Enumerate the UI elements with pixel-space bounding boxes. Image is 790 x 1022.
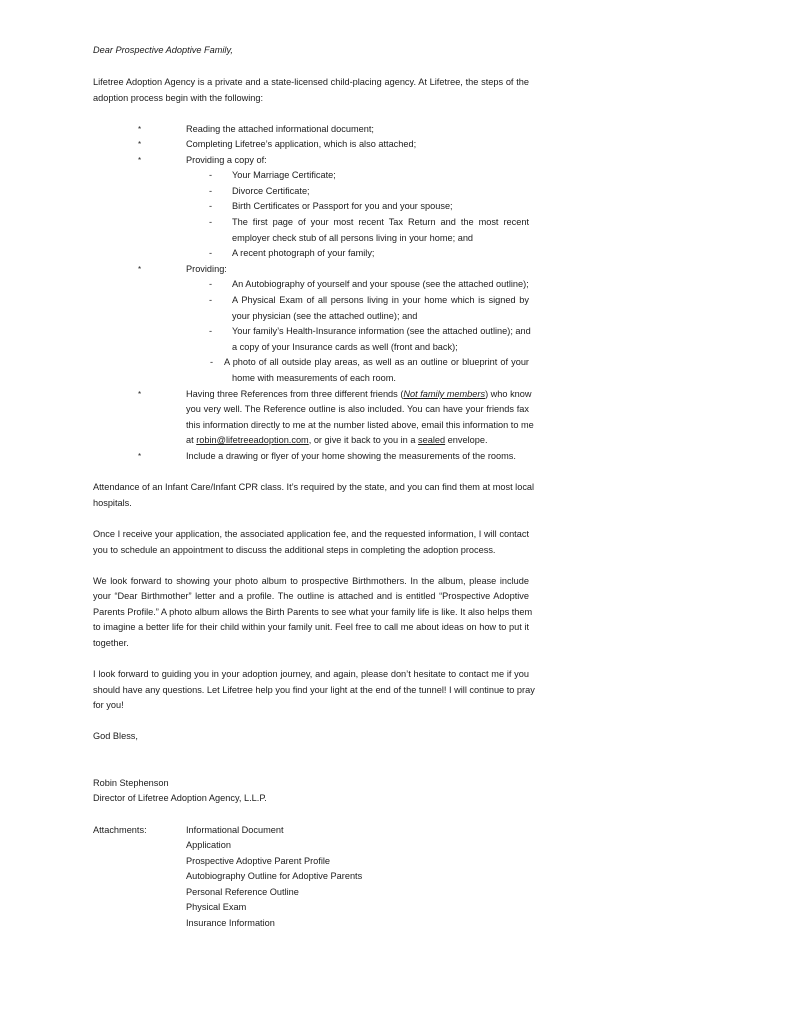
application-line-2: you to schedule an appointment to discuss the additional steps in completing the adoption process. <box>93 545 496 555</box>
closing-line-1: I look forward to guiding you in your adoption journey, and again, please don’t hesitate to contact me if you <box>93 669 529 679</box>
sub-item-continued: employer check stub of all persons living in your home; and <box>232 233 474 243</box>
closing-line-3: for you! <box>93 700 124 710</box>
application-line-1: Once I receive your application, the associated application fee, and the requested information, I will contact <box>93 529 529 539</box>
references-line-2: you very well. The Reference outline is also included. You can have your friends fax <box>186 404 529 414</box>
attachments-label: Attachments: <box>93 825 147 835</box>
sub-item: Your Marriage Certificate; <box>232 170 336 180</box>
attachment-item: Autobiography Outline for Adoptive Parents <box>186 871 363 881</box>
intro-line-1: Lifetree Adoption Agency is a private and a state-licensed child-placing agency. At Lifetree, the steps of the <box>93 77 529 87</box>
attachment-item: Physical Exam <box>186 902 247 912</box>
references-line-4 <box>186 435 488 445</box>
signoff: God Bless, <box>93 731 138 741</box>
album-line-2: your “Dear Birthmother” letter and a profile. The outline is attached and is entitled “Prospective Adoptive <box>93 591 529 601</box>
attachment-item: Insurance Information <box>186 918 275 928</box>
not-family-emphasis: Not family members <box>403 389 486 399</box>
sub-item: A recent photograph of your family; <box>232 248 375 258</box>
dash-marker: - <box>209 186 213 196</box>
attachment-item: Personal Reference Outline <box>186 887 299 897</box>
sub-item: Divorce Certificate; <box>232 186 310 196</box>
album-line-5: together. <box>93 638 129 648</box>
cpr-line-2: hospitals. <box>93 498 132 508</box>
sealed-emphasis: sealed <box>418 435 446 445</box>
text-fragment: ) who know <box>485 389 532 399</box>
step-item: Completing Lifetree’s application, which is also attached; <box>186 139 417 149</box>
text-fragment: envelope. <box>445 435 488 445</box>
signature-title: Director of Lifetree Adoption Agency, L.L.P. <box>93 793 267 803</box>
dash-marker: - <box>209 326 213 336</box>
bullet-marker: * <box>138 452 142 461</box>
sub-item-continued: your physician (see the attached outline); and <box>232 311 418 321</box>
references-line-1 <box>186 389 532 399</box>
dash-marker: - <box>210 357 214 367</box>
email-link[interactable]: robin@lifetreeadoption.com <box>196 435 309 445</box>
cpr-line-1: Attendance of an Infant Care/Infant CPR class. It’s required by the state, and you can find them at most local <box>93 482 535 492</box>
text-fragment: at <box>186 435 197 445</box>
closing-line-2: should have any questions. Let Lifetree help you find your light at the end of the tunnel! I will continue to pray <box>93 685 535 695</box>
sub-item: Your family’s Health-Insurance information (see the attached outline); and <box>232 326 531 336</box>
step-item: Providing: <box>186 264 227 274</box>
bullet-marker: * <box>138 265 142 274</box>
text-fragment: Having three References from three different friends ( <box>186 389 404 399</box>
salutation: Dear Prospective Adoptive Family, <box>93 45 233 55</box>
intro-line-2: adoption process begin with the following: <box>93 93 264 103</box>
attachment-item: Prospective Adoptive Parent Profile <box>186 856 331 866</box>
sub-item: The first page of your most recent Tax Return and the most recent <box>232 217 529 227</box>
attachment-item: Application <box>186 840 231 850</box>
step-item: Providing a copy of: <box>186 155 267 165</box>
step-item: Include a drawing or flyer of your home showing the measurements of the rooms. <box>186 451 516 461</box>
dash-marker: - <box>209 170 213 180</box>
bullet-marker: * <box>138 125 142 134</box>
references-line-3: this information directly to me at the number listed above, email this information to me <box>186 420 534 430</box>
sub-item-continued: a copy of your Insurance cards as well (front and back); <box>232 342 458 352</box>
album-line-4: to imagine a better life for their child within your family unit. Feel free to call me about ideas on how to put it <box>93 622 529 632</box>
dash-marker: - <box>209 295 213 305</box>
text-fragment: , or give it back to you in a <box>308 435 419 445</box>
bullet-marker: * <box>138 390 142 399</box>
dash-marker: - <box>209 217 213 227</box>
sub-item-continued: home with measurements of each room. <box>232 373 396 383</box>
dash-marker: - <box>209 201 213 211</box>
sub-item: An Autobiography of yourself and your spouse (see the attached outline); <box>232 279 529 289</box>
bullet-marker: * <box>138 140 142 149</box>
bullet-marker: * <box>138 156 142 165</box>
album-line-3: Parents Profile.” A photo album allows the Birth Parents to see what your family life is like. It also helps them <box>93 607 533 617</box>
step-item: Reading the attached informational document; <box>186 124 374 134</box>
sub-item: Birth Certificates or Passport for you and your spouse; <box>232 201 453 211</box>
attachment-item: Informational Document <box>186 825 284 835</box>
dash-marker: - <box>209 279 213 289</box>
album-line-1: We look forward to showing your photo album to prospective Birthmothers. In the album, please include <box>93 576 529 586</box>
signature-name: Robin Stephenson <box>93 778 169 788</box>
sub-item: A photo of all outside play areas, as well as an outline or blueprint of your <box>224 357 529 367</box>
sub-item: A Physical Exam of all persons living in your home which is signed by <box>232 295 529 305</box>
dash-marker: - <box>209 248 213 258</box>
